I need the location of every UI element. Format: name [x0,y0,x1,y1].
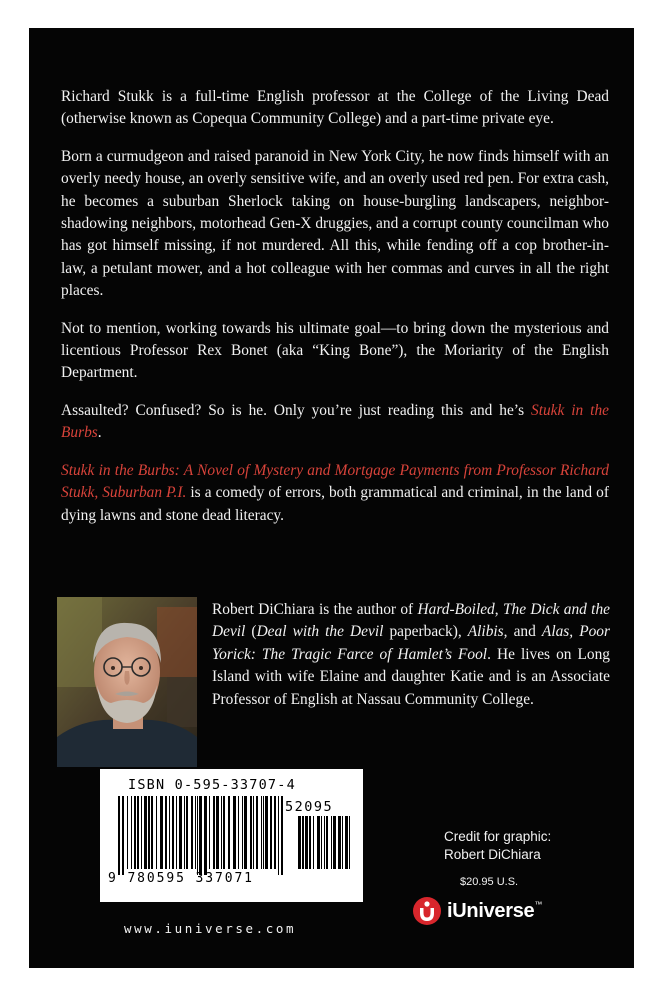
blurb-paragraph: Not to mention, working towards his ultimate goal—to bring down the mysterious and licentious Professor Rex Bonet (aka “King Bone”), the Moriarity of the English Department. [61,319,609,382]
barcode-bar [213,796,215,869]
barcode-bar [122,796,124,875]
barcode-bar [160,796,163,869]
book-title: Deal with the Devil [256,623,384,641]
barcode-bar [342,816,343,869]
blurb-paragraph: Richard Stukk is a full-time English professor at the College of the Living Dead (otherwise known as Copequa Community College) and a part-time private eye. [61,88,609,128]
barcode-bar [233,796,236,869]
barcode-bar [228,796,230,869]
barcode-bar [333,816,336,869]
barcode-bar [278,796,279,875]
barcode-bar [209,796,210,869]
book-blurb [61,86,609,542]
barcode-bar [199,796,202,875]
barcode-bar [253,796,254,869]
barcode-bar [313,816,314,869]
barcode-bar [270,796,272,869]
blurb-paragraph [61,460,609,527]
barcode-bar [169,796,170,869]
barcode-bar [261,796,262,869]
bio-text: ( [245,623,257,641]
barcode-bar [349,816,350,869]
credit-label: Credit for graphic: [444,829,552,844]
book-title: Hard-Boiled [417,601,495,618]
barcode-bar [223,796,225,869]
barcode-bar [305,816,308,869]
book-title: The Dick and the Devil [212,601,610,641]
ean-digits: 9 780595 337071 [108,871,254,886]
barcode-bar [118,796,120,875]
author-bio [212,599,610,711]
barcode-bar [321,816,322,869]
barcode-bar [331,816,332,869]
barcode-bar [179,796,182,869]
barcode-bar [221,796,222,869]
barcode-bar [186,796,188,869]
barcode-bar [191,796,193,869]
barcode-bar [148,796,150,869]
blurb-text: Assaulted? Confused? So is he. Only you’re just reading this and he’s [61,401,532,419]
publisher-name-text: iUniverse [447,899,535,922]
graphic-credit [444,828,551,864]
bio-text: Robert DiChiara is the author of [212,601,418,618]
barcode-bar [265,796,268,869]
barcode-bar [216,796,219,869]
blurb-text: is a comedy of errors, both grammatical and criminal, in the land of dying lawns and stone dead literacy. [61,484,609,524]
barcode-bar [176,796,177,869]
blurb-paragraph [61,400,609,445]
barcode-bar [238,796,239,869]
barcode-bar [263,796,264,869]
barcode-bar [204,796,207,875]
barcode-bar [326,816,328,869]
blurb-text: . [97,424,102,442]
trademark-symbol: ™ [534,899,543,909]
iuniverse-logo-icon [412,896,442,926]
barcode-bar [184,796,185,869]
book-title-reference: Stukk in the Burbs [61,401,609,442]
barcode-bar [195,796,196,869]
book-title: Alibis [467,623,504,641]
barcode-bar [345,816,348,869]
barcode-bar [156,796,157,869]
author-photo [57,597,197,767]
publisher-name [447,900,542,923]
credit-name: Robert DiChiara [444,847,541,862]
barcode-bar [131,796,132,869]
bio-text: , [494,601,503,618]
barcode-bar [137,796,139,869]
barcode-bar [127,796,128,869]
barcode-bar [172,796,174,869]
publisher-website: www.iuniverse.com [124,921,297,936]
book-full-title: Stukk in the Burbs: A Novel of Mystery and Mortgage Payments from Professor Richard Stukk, Suburban P.I. [61,461,609,502]
barcode-bar [244,796,247,869]
barcode-bar [242,796,243,869]
barcode-bar [250,796,252,869]
bio-text: . He lives on Long Island with wife Elaine and daughter Katie and is an Associate Professor of English at Nassau Community College. [212,645,610,708]
bio-text: , and [503,623,542,641]
barcode-bar [317,816,320,869]
barcode-bar [298,816,301,869]
barcode-bar [338,816,341,869]
barcode-bar [165,796,167,869]
barcode-bar [309,816,311,869]
book-price: $20.95 U.S. [460,876,519,888]
isbn-number: ISBN 0-595-33707-4 [128,777,296,793]
barcode-bar [302,816,304,869]
barcode-bar [134,796,136,869]
barcode-bar [144,796,147,869]
barcode-bar [197,796,198,875]
blurb-paragraph: Born a curmudgeon and raised paranoid in New York City, he now finds himself with an overly needy house, an overly sensitive wife, and an overly used red pen. For extra cash, he becomes a suburban Sherlock taking on house-burgling landscapers, neighbor-shadowing neighbors, motorhead Gen-X druggies, and a corrupt county councilman who has got himself missing, if not murdered. All this, while fending off a cop brother-in-law, a petulant mower, and a hot colleague with her commas and curves in all the right places. [61,147,609,300]
barcode-bar [151,796,153,869]
book-title: Alas, Poor Yorick: The Tragic Farce of Hamlet’s Fool [212,623,610,663]
price-code: 52095 [285,799,334,815]
book-back-cover [29,28,634,968]
barcode-bar [324,816,325,869]
isbn-barcode [100,769,363,902]
barcode-bar [141,796,142,869]
barcode-bar [256,796,258,869]
barcode-bar [281,796,283,875]
publisher-logo [412,896,542,926]
barcode-bar [274,796,276,869]
bio-text: paperback), [383,623,468,641]
